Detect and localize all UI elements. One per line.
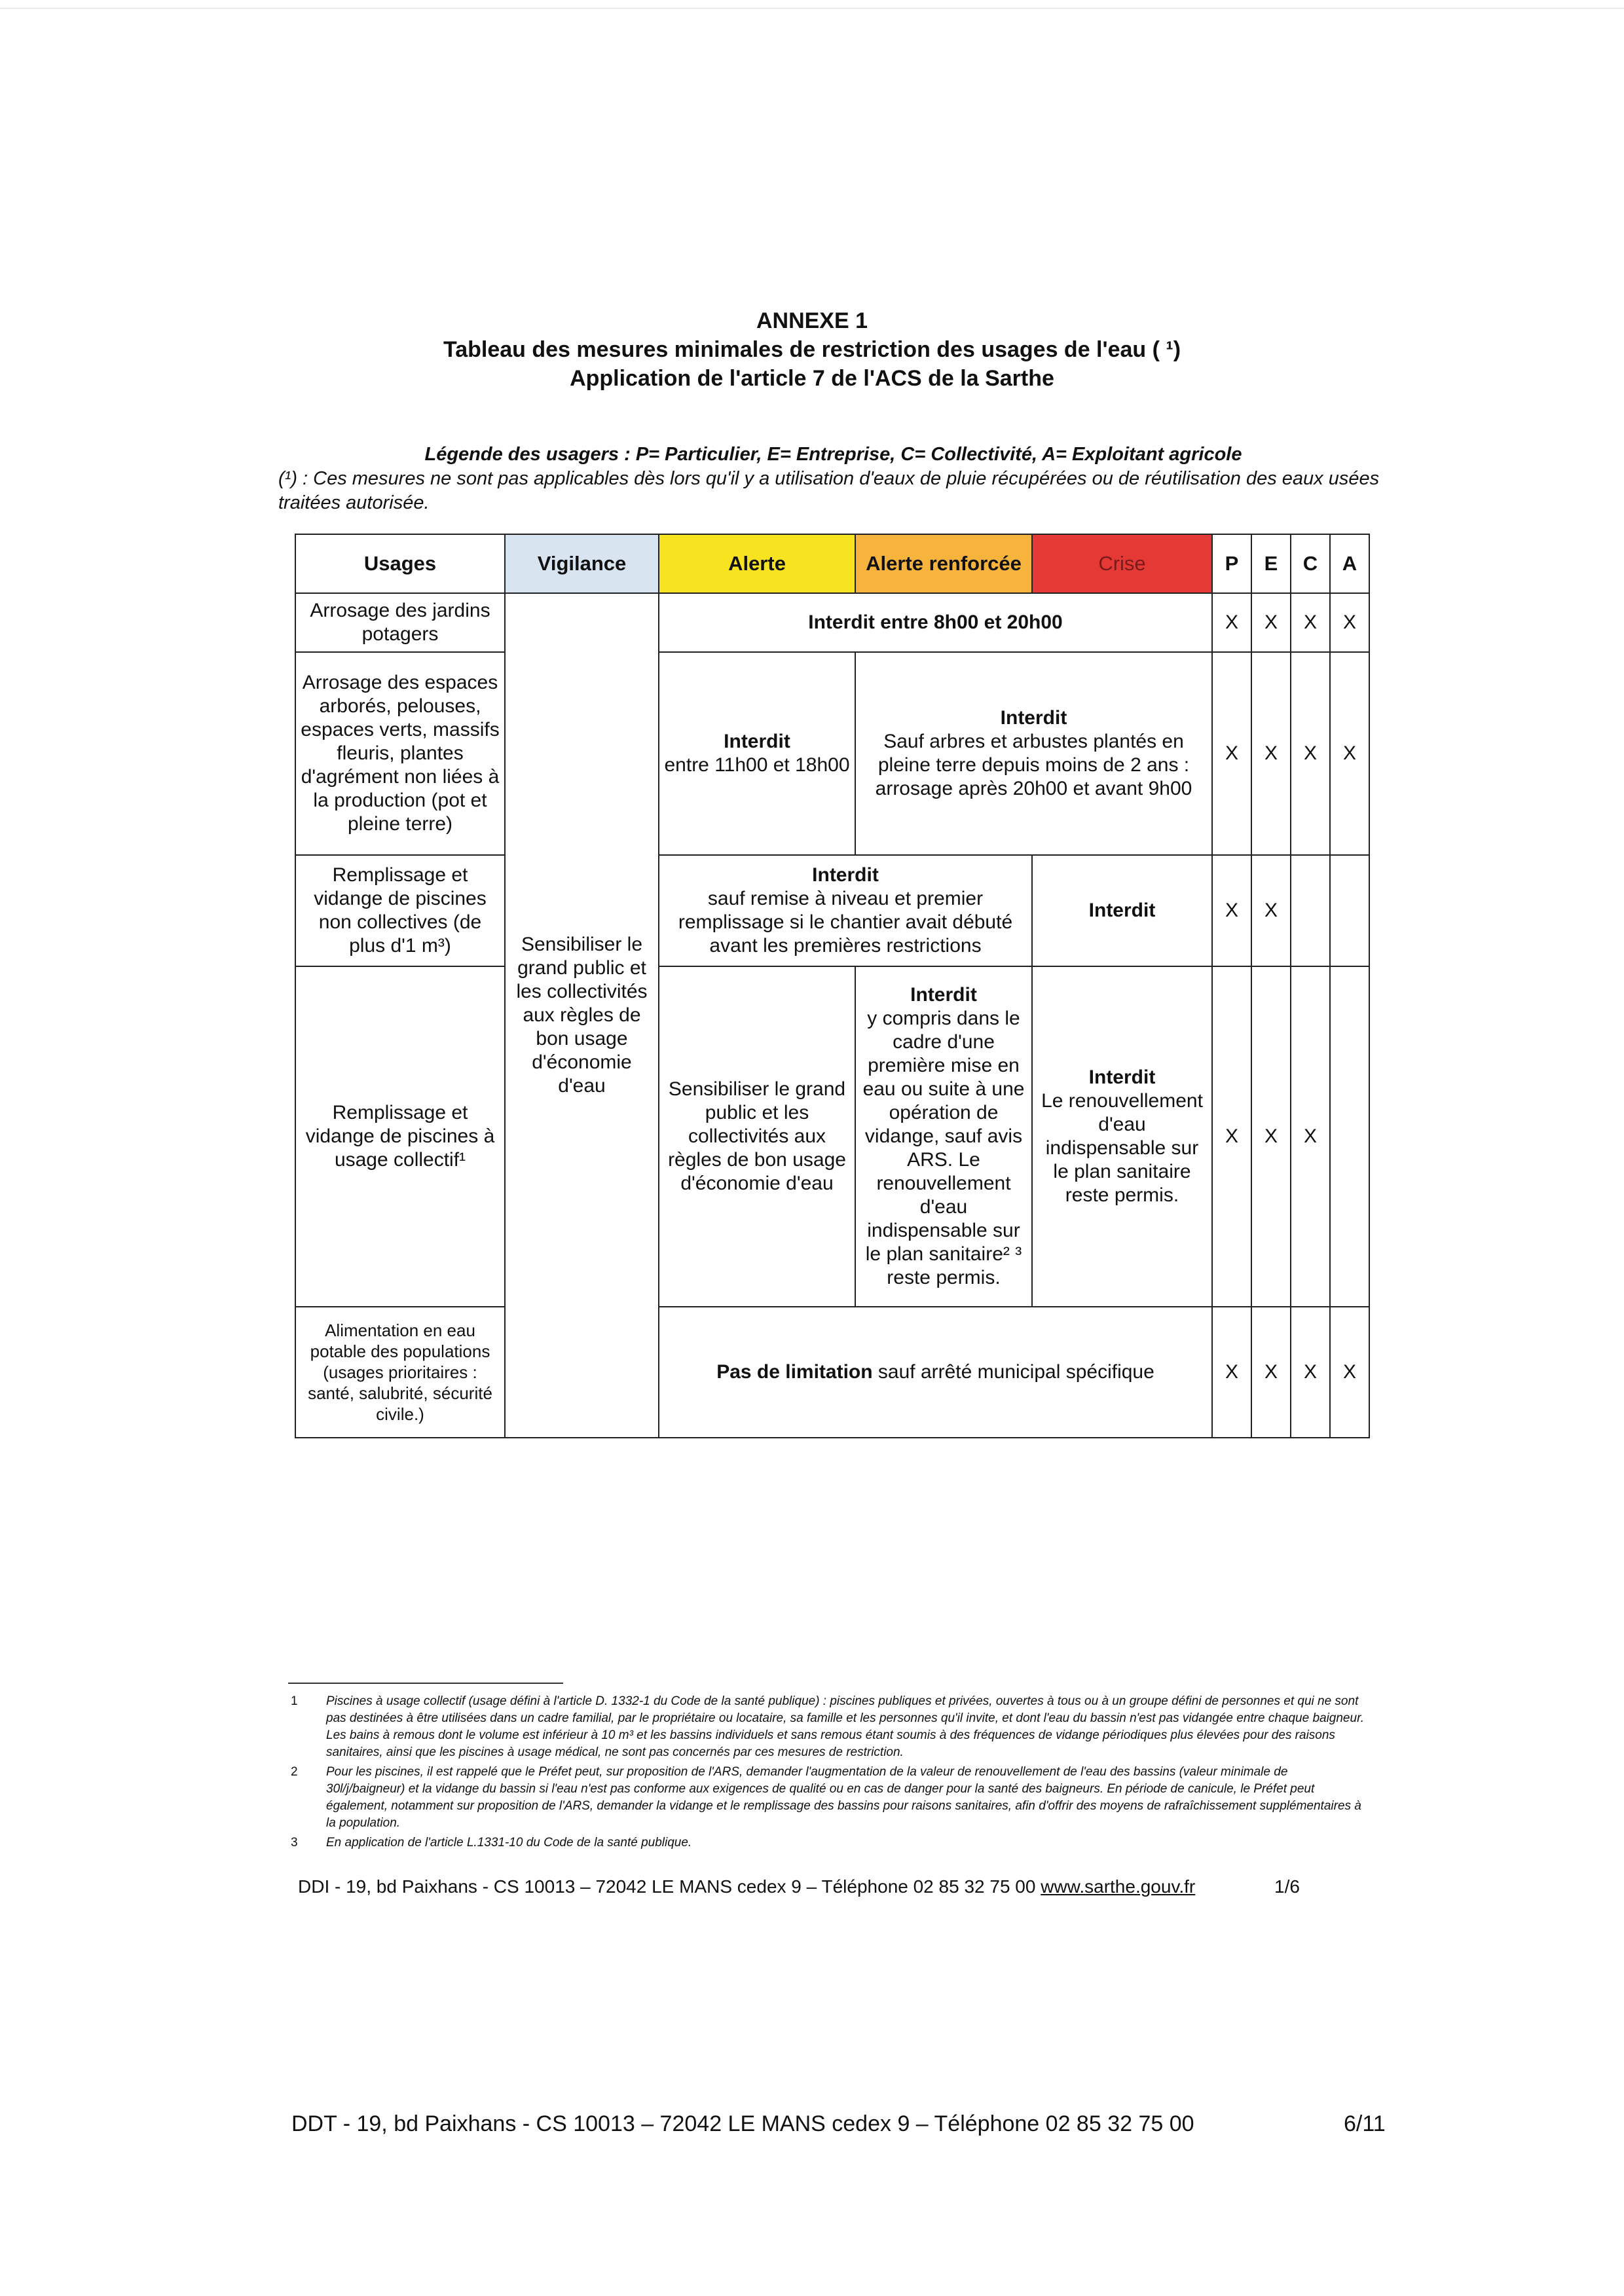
footnote-number: 2 xyxy=(291,1765,298,1779)
header-p: P xyxy=(1212,534,1251,593)
crise-cell: Interdit xyxy=(1032,855,1212,966)
user-p-cell: X xyxy=(1212,966,1251,1307)
legend-note: (¹) : Ces mesures ne sont pas applicables dès lors qu'il y a utilisation d'eaux de pluie récupérées ou de réutilisation des eaux usées traitées autorisée. xyxy=(278,468,1380,513)
table-row xyxy=(295,966,1369,1307)
user-e-cell: X xyxy=(1251,1307,1291,1438)
usage-cell: Arrosage des jardins potagers xyxy=(295,593,505,652)
usage-cell: Remplissage et vidange de piscines non collectives (de plus d'1 m³) xyxy=(295,855,505,966)
table-row xyxy=(295,593,1369,652)
renforcee-crise-cell xyxy=(855,652,1212,855)
alerte-text: entre 11h00 et 18h00 xyxy=(664,754,850,776)
footnotes xyxy=(288,1683,1369,1854)
footnote-text: Pour les piscines, il est rappelé que le Préfet peut, sur proposition de l'ARS, demander l'augmentation de la valeur de renouvellement de l'eau des bassins (valeur minimale de 30l/j/baigneur) et la vidange du bassin si l'eau n'est pas conforme aux exigences de qualité ou en cas de danger pour la santé des baigneurs. En période de canicule, le Préfet peut également, notamment sur proposition de l'ARS, demander la vidange et le remplissage des bassins pour raisons sanitaires, afin d'offrir des moyens de rafraîchissement supplémentaires à la population. xyxy=(326,1765,1361,1830)
user-p-cell: X xyxy=(1212,855,1251,966)
alerte-text: sauf remise à niveau et premier remplissage si le chantier avait débuté avant les premières restrictions xyxy=(678,888,1013,957)
user-p-cell: X xyxy=(1212,1307,1251,1438)
user-c-cell: X xyxy=(1291,593,1330,652)
user-a-cell: X xyxy=(1330,1307,1369,1438)
footnote-1 xyxy=(288,1693,1369,1761)
table-row xyxy=(295,652,1369,855)
user-e-cell: X xyxy=(1251,855,1291,966)
measure-cell: Interdit entre 8h00 et 20h00 xyxy=(659,593,1212,652)
alerte-cell: Sensibiliser le grand public et les collectivités aux règles de bon usage d'économie d'eau xyxy=(659,966,855,1307)
footer-inner-text: DDI - 19, bd Paixhans - CS 10013 – 72042 LE MANS cedex 9 – Téléphone 02 85 32 75 00 xyxy=(298,1876,1041,1897)
alerte-renforcee-cell xyxy=(659,855,1032,966)
website-link[interactable]: www.sarthe.gouv.fr xyxy=(1041,1876,1196,1897)
header-vigilance: Vigilance xyxy=(505,534,659,593)
footer-outer: DDT - 19, bd Paixhans - CS 10013 – 72042 LE MANS cedex 9 – Téléphone 02 85 32 75 00 xyxy=(291,2111,1194,2136)
user-e-cell: X xyxy=(1251,652,1291,855)
footnote-number: 3 xyxy=(291,1836,298,1850)
annex-header xyxy=(0,306,1624,393)
footnote-text: En application de l'article L.1331-10 du Code de la santé publique. xyxy=(326,1836,692,1850)
user-a-cell xyxy=(1330,855,1369,966)
annex-title: ANNEXE 1 xyxy=(756,308,868,333)
user-c-cell: X xyxy=(1291,652,1330,855)
top-rule xyxy=(0,8,1624,9)
table-header-row xyxy=(295,534,1369,593)
user-c-cell xyxy=(1291,855,1330,966)
measure-rest: sauf arrêté municipal spécifique xyxy=(872,1361,1154,1383)
usage-cell: Remplissage et vidange de piscines à usage collectif¹ xyxy=(295,966,505,1307)
usage-cell: Alimentation en eau potable des populations (usages prioritaires : santé, salubrité, sécurité civile.) xyxy=(295,1307,505,1438)
renforcee-text: y compris dans le cadre d'une première mise en eau ou suite à une opération de vidange, sauf avis ARS. Le renouvellement d'eau indispensable sur le plan sanitaire² ³ reste permis. xyxy=(862,1008,1025,1288)
header-alerte: Alerte xyxy=(659,534,855,593)
alerte-cell xyxy=(659,652,855,855)
renforcee-text: Sauf arbres et arbustes plantés en pleine terre depuis moins de 2 ans : arrosage après 20h00 et avant 9h00 xyxy=(875,731,1192,799)
footnote-number: 1 xyxy=(291,1694,298,1708)
restriction-table xyxy=(295,534,1370,1438)
crise-title: Interdit xyxy=(1088,1066,1156,1088)
user-e-cell: X xyxy=(1251,593,1291,652)
footer-outer-page: 6/11 xyxy=(1344,2111,1386,2136)
usage-cell: Arrosage des espaces arborés, pelouses, espaces verts, massifs fleuris, plantes d'agrément non liées à la production (pot et pleine terre) xyxy=(295,652,505,855)
table-row xyxy=(295,855,1369,966)
user-p-cell: X xyxy=(1212,652,1251,855)
footer-inner-page: 1/6 xyxy=(1274,1876,1300,1897)
vigilance-cell: Sensibiliser le grand public et les collectivités aux règles de bon usage d'économie d'eau xyxy=(505,593,659,1438)
user-e-cell: X xyxy=(1251,966,1291,1307)
footer-inner xyxy=(298,1876,1195,1897)
alerte-title: Interdit xyxy=(724,731,790,752)
header-c: C xyxy=(1291,534,1330,593)
renforcee-title: Interdit xyxy=(1000,707,1067,729)
user-a-cell: X xyxy=(1330,652,1369,855)
user-a-cell xyxy=(1330,966,1369,1307)
annex-subtitle: Tableau des mesures minimales de restriction des usages de l'eau ( ¹) xyxy=(443,337,1181,362)
footnote-2 xyxy=(288,1764,1369,1832)
footnote-rule xyxy=(288,1683,563,1684)
measure-bold: Pas de limitation xyxy=(716,1361,873,1383)
crise-text: Le renouvellement d'eau indispensable sur le plan sanitaire reste permis. xyxy=(1041,1090,1203,1206)
footnote-text: Piscines à usage collectif (usage défini à l'article D. 1332-1 du Code de la santé publique) : piscines publiques et privées, ouvertes à tous ou à un groupe défini de personnes et qui ne sont pas destinées à être utilisées dans un cadre familial, par le propriétaire ou locataire, sa famille et les personnes qu'il invite, et dont l'eau du bassin n'est pas vidangée entre chaque baigneur. Les bains à remous dont le volume est inférieur à 10 m³ et les bassins individuels et sans remous étant soumis à des fréquences de vidange périodiques plus élevées pour des raisons sanitaires, ainsi que les piscines à usage médical, ne sont pas concernés par ces mesures de restriction. xyxy=(326,1694,1364,1759)
user-a-cell: X xyxy=(1330,593,1369,652)
footnote-3 xyxy=(288,1834,1369,1851)
renforcee-cell xyxy=(855,966,1032,1307)
header-e: E xyxy=(1251,534,1291,593)
alerte-title: Interdit xyxy=(812,864,879,886)
header-usages: Usages xyxy=(295,534,505,593)
renforcee-title: Interdit xyxy=(910,984,977,1006)
legend xyxy=(278,443,1388,515)
measure-cell xyxy=(659,1307,1212,1438)
header-crise: Crise xyxy=(1032,534,1212,593)
user-c-cell: X xyxy=(1291,966,1330,1307)
header-a: A xyxy=(1330,534,1369,593)
header-alerte-renforcee: Alerte renforcée xyxy=(855,534,1032,593)
legend-users: Légende des usagers : P= Particulier, E= Entreprise, C= Collectivité, A= Exploitant agricole xyxy=(424,444,1242,465)
user-c-cell: X xyxy=(1291,1307,1330,1438)
crise-cell xyxy=(1032,966,1212,1307)
user-p-cell: X xyxy=(1212,593,1251,652)
table-row xyxy=(295,1307,1369,1438)
annex-application: Application de l'article 7 de l'ACS de la Sarthe xyxy=(570,366,1054,391)
